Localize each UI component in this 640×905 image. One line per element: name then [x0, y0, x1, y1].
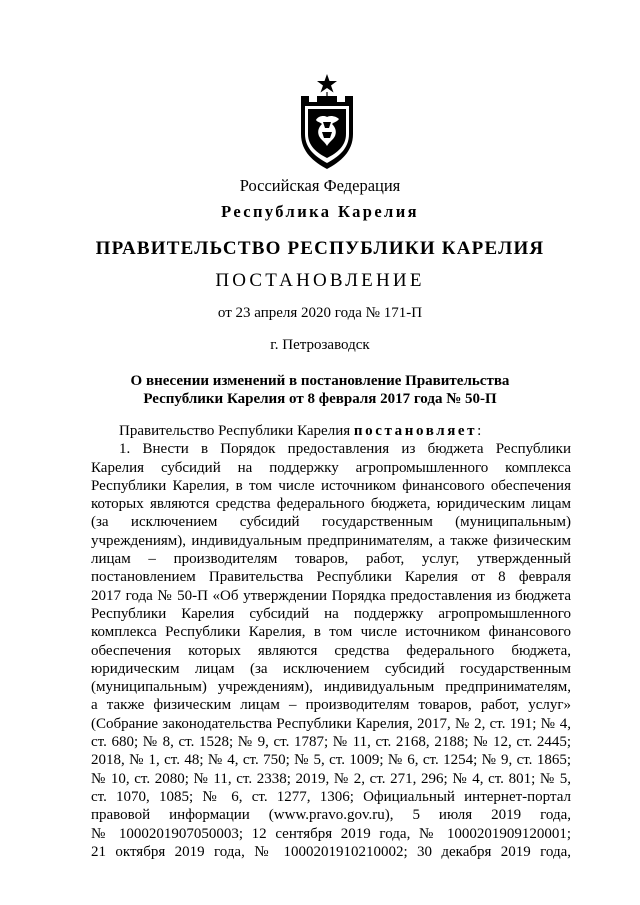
body-line: Республики Карелия, в том числе источником финансового обеспечения [91, 477, 571, 494]
body-line: 2017 года № 50-П «Об утверждении Порядка предоставления из бюджета [91, 587, 571, 604]
body-line: 2018, № 1, ст. 48; № 4, ст. 750; № 5, ст. 1009; № 6, ст. 1254; № 9, ст. 1865; [91, 752, 571, 769]
body-line: ст. 680; № 8, ст. 1528; № 9, ст. 1787; № 11, ст. 2168, 2188; № 12, ст. 2445; [91, 734, 571, 751]
document-type: ПОСТАНОВЛЕНИЕ [215, 270, 425, 291]
body-line: постановлением Правительства Республики Карелия от 8 февраля [91, 569, 571, 586]
document-title [100, 372, 540, 408]
body-line: № 10, ст. 2080; № 11, ст. 2338; 2019, № 2, ст. 271, 296; № 4, ст. 801; № 5, [91, 770, 571, 787]
preamble-end: : [477, 423, 482, 439]
body-line: (муниципальным) учреждениям), индивидуальным предпринимателям, [91, 679, 571, 696]
body-line: которых являются средства федерального бюджета, юридическим лицам [91, 496, 571, 513]
body-line: обеспечения которых являются средства федерального бюджета, [91, 642, 571, 659]
body-line: 1. Внести в Порядок предоставления из бюджета Республики [119, 441, 571, 458]
body-line: правовой информации (www.pravo.gov.ru), 5 июля 2019 года, [91, 807, 571, 824]
body-line: а также физическим лицам – производителям товаров, работ, услуг» [91, 697, 571, 714]
government-name: ПРАВИТЕЛЬСТВО РЕСПУБЛИКИ КАРЕЛИЯ [95, 238, 545, 259]
body-line: Карелия субсидий на поддержку агропромышленного комплекса [91, 459, 571, 476]
preamble-text: Правительство Республики Карелия [119, 423, 354, 439]
body-line: учреждениям), индивидуальным предпринимателям, а также физическим [91, 532, 571, 549]
document-city: г. Петрозаводск [270, 337, 370, 353]
document-title-line: О внесении изменений в постановление Правительства [130, 373, 510, 389]
body-line: № 1000201907050003; 12 сентября 2019 года, № 1000201909120001; [91, 825, 571, 842]
karelia-coat-of-arms-icon [296, 72, 358, 172]
preamble-verb: постановляет [353, 423, 478, 439]
body-line: ст. 1070, 1085; № 6, ст. 1277, 1306; Официальный интернет-портал [91, 788, 571, 805]
body-line: (Собрание законодательства Республики Карелия, 2017, № 2, ст. 191; № 4, [91, 715, 571, 732]
body-line: лицам – производителям товаров, работ, услуг, утвержденный [91, 551, 571, 568]
country-name: Российская Федерация [239, 176, 401, 195]
body-line: (за исключением субсидий государственным (муниципальным) [91, 514, 571, 531]
body-line: юридическим лицам (за исключением субсидий государственным [91, 660, 571, 677]
preamble [91, 422, 571, 440]
document-body [91, 422, 571, 861]
document-date: от 23 апреля 2020 года № 171-П [217, 305, 423, 321]
body-line: 21 октября 2019 года, № 1000201910210002; 30 декабря 2019 года, [91, 843, 571, 860]
body-line: комплекса Республики Карелия, в том числе источником финансового [91, 624, 571, 641]
document-title-line: Республики Карелия от 8 февраля 2017 года № 50-П [143, 391, 497, 407]
republic-name: Республика Карелия [221, 202, 419, 221]
body-line: Республики Карелия субсидий на поддержку агропромышленного [91, 605, 571, 622]
